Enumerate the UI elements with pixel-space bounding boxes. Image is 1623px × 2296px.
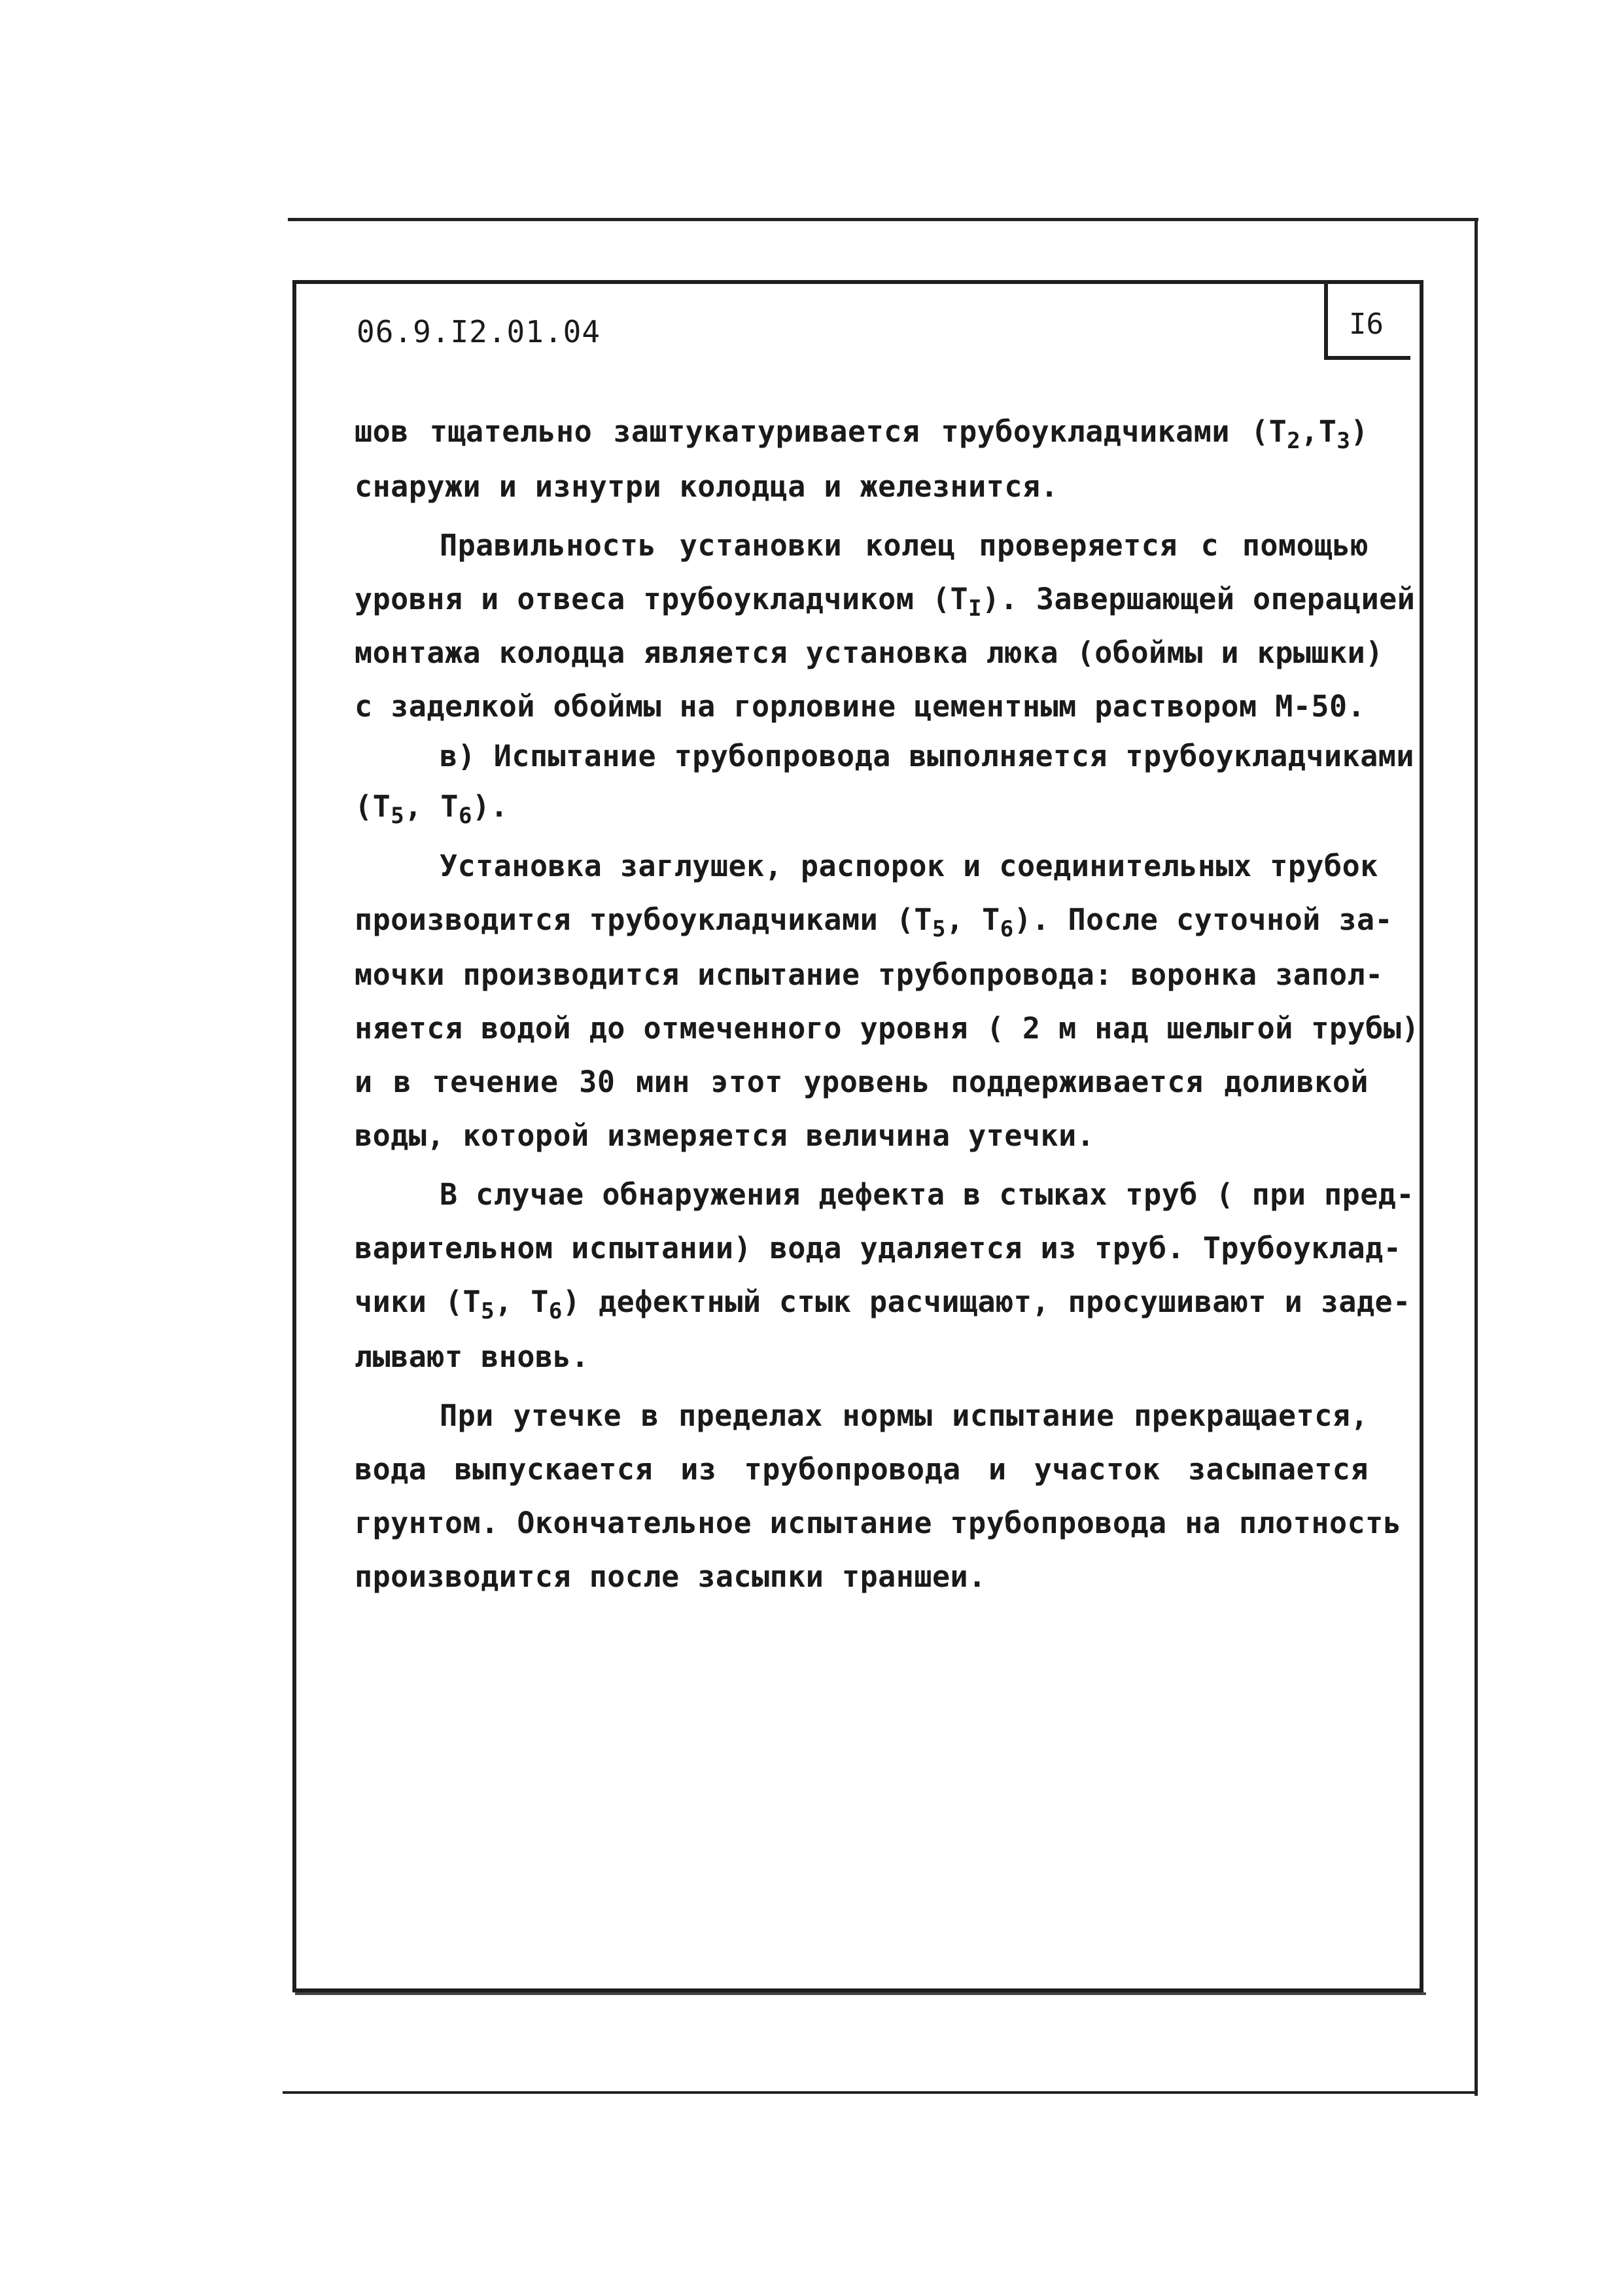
text-line: ($T_5$, $T_6$). xyxy=(355,789,509,829)
text-line: производится после засыпки траншеи. xyxy=(355,1559,986,1594)
text-line: шов тщательно заштукатуривается трубоукладчиками $(T_2,T_3)$ xyxy=(355,414,1369,454)
text-line: с заделкой обоймы на горловине цементным раствором М-50. xyxy=(355,689,1366,724)
text-line: В случае обнаружения дефекта в стыках труб ( при пред- xyxy=(440,1177,1414,1212)
page-number: I6 xyxy=(1349,308,1384,341)
text-line: воды, которой измеряется величина утечки. xyxy=(355,1118,1095,1153)
text-line: варительном испытании) вода удаляется из труб. Трубоуклад- xyxy=(355,1231,1402,1265)
text-line: вода выпускается из трубопровода и участок засыпается xyxy=(355,1452,1369,1487)
text-line: грунтом. Окончательное испытание трубопровода на плотность xyxy=(355,1506,1402,1540)
text-line: лывают вновь. xyxy=(355,1339,589,1374)
text-line: уровня и отвеса трубоукладчиком $(T_I)$. Завершающей операцией xyxy=(355,582,1416,622)
text-line: производится трубоукладчиками ($T_5$, $T_6$). После суточной за- xyxy=(355,902,1393,942)
text-line: Установка заглушек, распорок и соединительных трубок xyxy=(440,849,1378,883)
text-line: и в течение 30 мин этот уровень поддерживается доливкой xyxy=(355,1065,1369,1099)
sheet-bottom-line xyxy=(283,2091,1478,2094)
text-line: При утечке в пределах нормы испытание прекращается, xyxy=(440,1398,1369,1433)
sheet-right-line xyxy=(1475,218,1478,2096)
sheet-top-line xyxy=(288,218,1478,221)
text-line: в) Испытание трубопровода выполняется трубоукладчиками xyxy=(440,739,1414,773)
text-line: монтажа колодца является установка люка (обоймы и крышки) xyxy=(355,635,1384,670)
text-line: чики ($T_5$, $T_6$) дефектный стык расчищают, просушивают и заде- xyxy=(355,1284,1411,1324)
text-line: няется водой до отмеченного уровня ( 2 м над шелыгой трубы) xyxy=(355,1011,1420,1046)
document-code: 06.9.I2.01.04 xyxy=(357,314,601,349)
text-line: мочки производится испытание трубопровода: воронка запол- xyxy=(355,957,1384,992)
text-line: Правильность установки колец проверяется с помощью xyxy=(440,528,1369,563)
page-frame-shadow xyxy=(295,1992,1426,1995)
text-line: снаружи и изнутри колодца и железнится. xyxy=(355,469,1059,504)
